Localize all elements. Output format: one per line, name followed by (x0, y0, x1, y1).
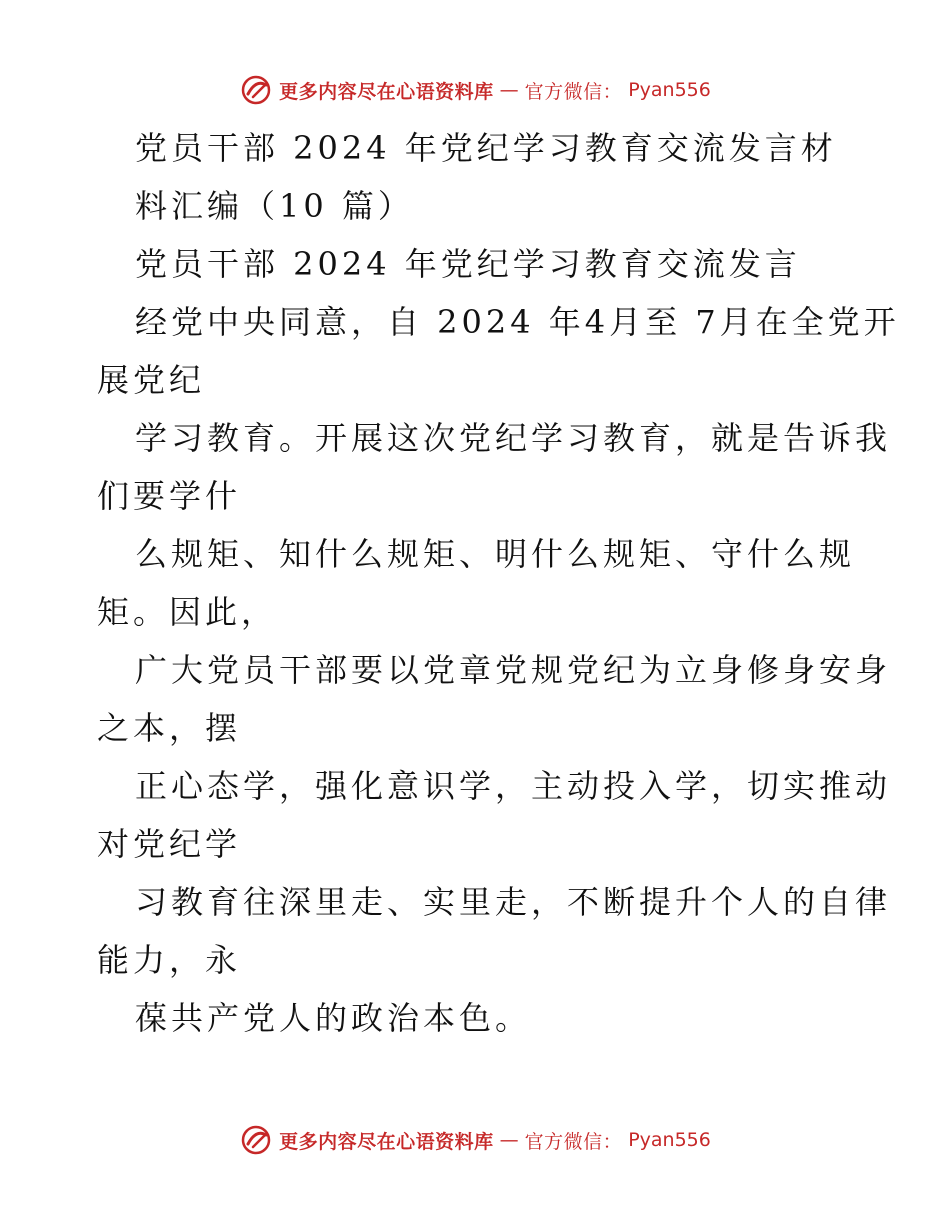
footer-wechat-id: Pyan556 (628, 1129, 711, 1151)
header-wechat-label: 官方微信： (524, 80, 623, 103)
doc-text-line: 矩。因此， (97, 593, 278, 631)
doc-text-line: 么规矩、知什么规矩、明什么规矩、守什么规 (135, 535, 856, 573)
footer-site-text: 更多内容尽在心语资料库 (279, 1130, 494, 1153)
doc-text-line: 们要学什 (97, 477, 242, 515)
doc-text-line: 正心态学，强化意识学，主动投入学，切实推动 (135, 767, 892, 805)
doc-text-line: 之本，摆 (97, 709, 242, 747)
doc-text-line: 习教育往深里走、实里走，不断提升个人的自律 (135, 883, 892, 921)
doc-text-line: 学习教育。开展这次党纪学习教育，就是告诉我 (135, 419, 892, 457)
doc-text-line: 葆共产党人的政治本色。 (135, 999, 532, 1037)
doc-text-line: 展党纪 (97, 361, 206, 399)
doc-title-line-1: 党员干部 2024 年党纪学习教育交流发言材 (135, 129, 837, 167)
header-site-text: 更多内容尽在心语资料库 (279, 80, 494, 103)
doc-text-line: 广大党员干部要以党章党规党纪为立身修身安身 (135, 651, 892, 689)
header-wechat-id: Pyan556 (628, 79, 711, 101)
doc-text-line: 能力，永 (97, 941, 242, 979)
doc-title-line-2: 料汇编（10 篇） (135, 187, 414, 225)
footer-separator: — (499, 1129, 519, 1151)
doc-text-line: 对党纪学 (97, 825, 242, 863)
footer-banner (0, 1120, 950, 1160)
footer-wechat-label: 官方微信： (524, 1130, 623, 1153)
brand-logo-icon (239, 1123, 273, 1157)
doc-text-line: 经党中央同意，自 2024 年4月至 7月在全党开 (135, 303, 900, 341)
doc-subtitle: 党员干部 2024 年党纪学习教育交流发言 (135, 245, 801, 283)
header-separator: — (499, 79, 519, 101)
